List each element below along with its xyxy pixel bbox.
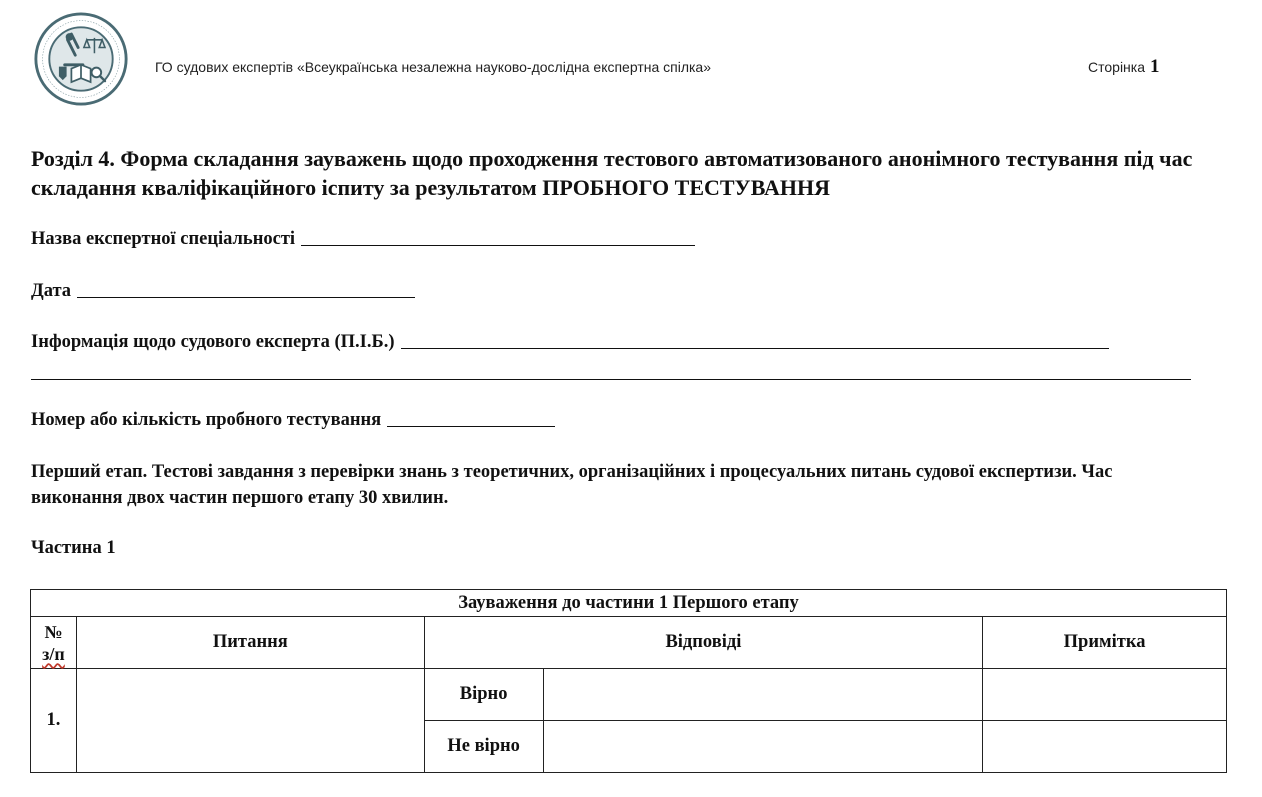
number-header-abbr: з/п bbox=[42, 643, 65, 664]
page-number: 1 bbox=[1150, 56, 1160, 77]
number-header-sign: № bbox=[44, 621, 63, 642]
page-label: Сторінка bbox=[1088, 59, 1145, 75]
incorrect-label: Не вірно bbox=[424, 721, 543, 773]
section-title: Розділ 4. Форма складання зауважень щодо проходження тестового автоматизованого анонімного тестування під час складання кваліфікаційного іспиту за результатом ПРОБНОГО ТЕСТУВАННЯ bbox=[31, 146, 1193, 200]
test-number-field bbox=[31, 410, 555, 431]
expert-info-blank-line2[interactable] bbox=[31, 379, 1191, 380]
correct-note-cell[interactable] bbox=[983, 669, 1227, 721]
page-indicator bbox=[1088, 56, 1160, 78]
answers-header: Відповіді bbox=[424, 617, 982, 669]
part-label: Частина 1 bbox=[31, 538, 116, 558]
remarks-table bbox=[30, 589, 1227, 773]
table-header-row bbox=[31, 617, 1227, 669]
association-logo bbox=[33, 11, 129, 107]
date-blank[interactable] bbox=[77, 296, 415, 298]
incorrect-note-cell[interactable] bbox=[983, 721, 1227, 773]
organization-name: ГО судових експертів «Всеукраїнська незалежна науково-дослідна експертна спілка» bbox=[155, 59, 712, 75]
expert-info-label: Інформація щодо судового експерта (П.І.Б.) bbox=[31, 332, 395, 352]
row-number: 1. bbox=[31, 669, 77, 773]
question-cell[interactable] bbox=[76, 669, 424, 773]
expert-info-field bbox=[31, 332, 1109, 353]
table-row bbox=[31, 669, 1227, 721]
specialty-blank[interactable] bbox=[301, 244, 695, 246]
specialty-field bbox=[31, 229, 695, 250]
date-field bbox=[31, 281, 415, 302]
correct-label: Вірно bbox=[424, 669, 543, 721]
table-caption: Зауваження до частини 1 Першого етапу bbox=[31, 590, 1227, 617]
date-label: Дата bbox=[31, 281, 72, 301]
expert-info-blank[interactable] bbox=[401, 347, 1109, 349]
specialty-label: Назва експертної спеціальності bbox=[31, 229, 296, 249]
stage-description: Перший етап. Тестові завдання з перевірки знань з теоретичних, організаційних і процесуальних питань судової експертизи. Час виконання двох частин першого етапу 30 хвилин. bbox=[31, 462, 1113, 508]
note-header: Примітка bbox=[983, 617, 1227, 669]
number-header bbox=[31, 617, 77, 669]
test-number-blank[interactable] bbox=[387, 425, 555, 427]
question-header: Питання bbox=[76, 617, 424, 669]
test-number-label: Номер або кількість пробного тестування bbox=[31, 410, 382, 430]
correct-answer-cell[interactable] bbox=[543, 669, 983, 721]
table-caption-row bbox=[31, 590, 1227, 617]
incorrect-answer-cell[interactable] bbox=[543, 721, 983, 773]
